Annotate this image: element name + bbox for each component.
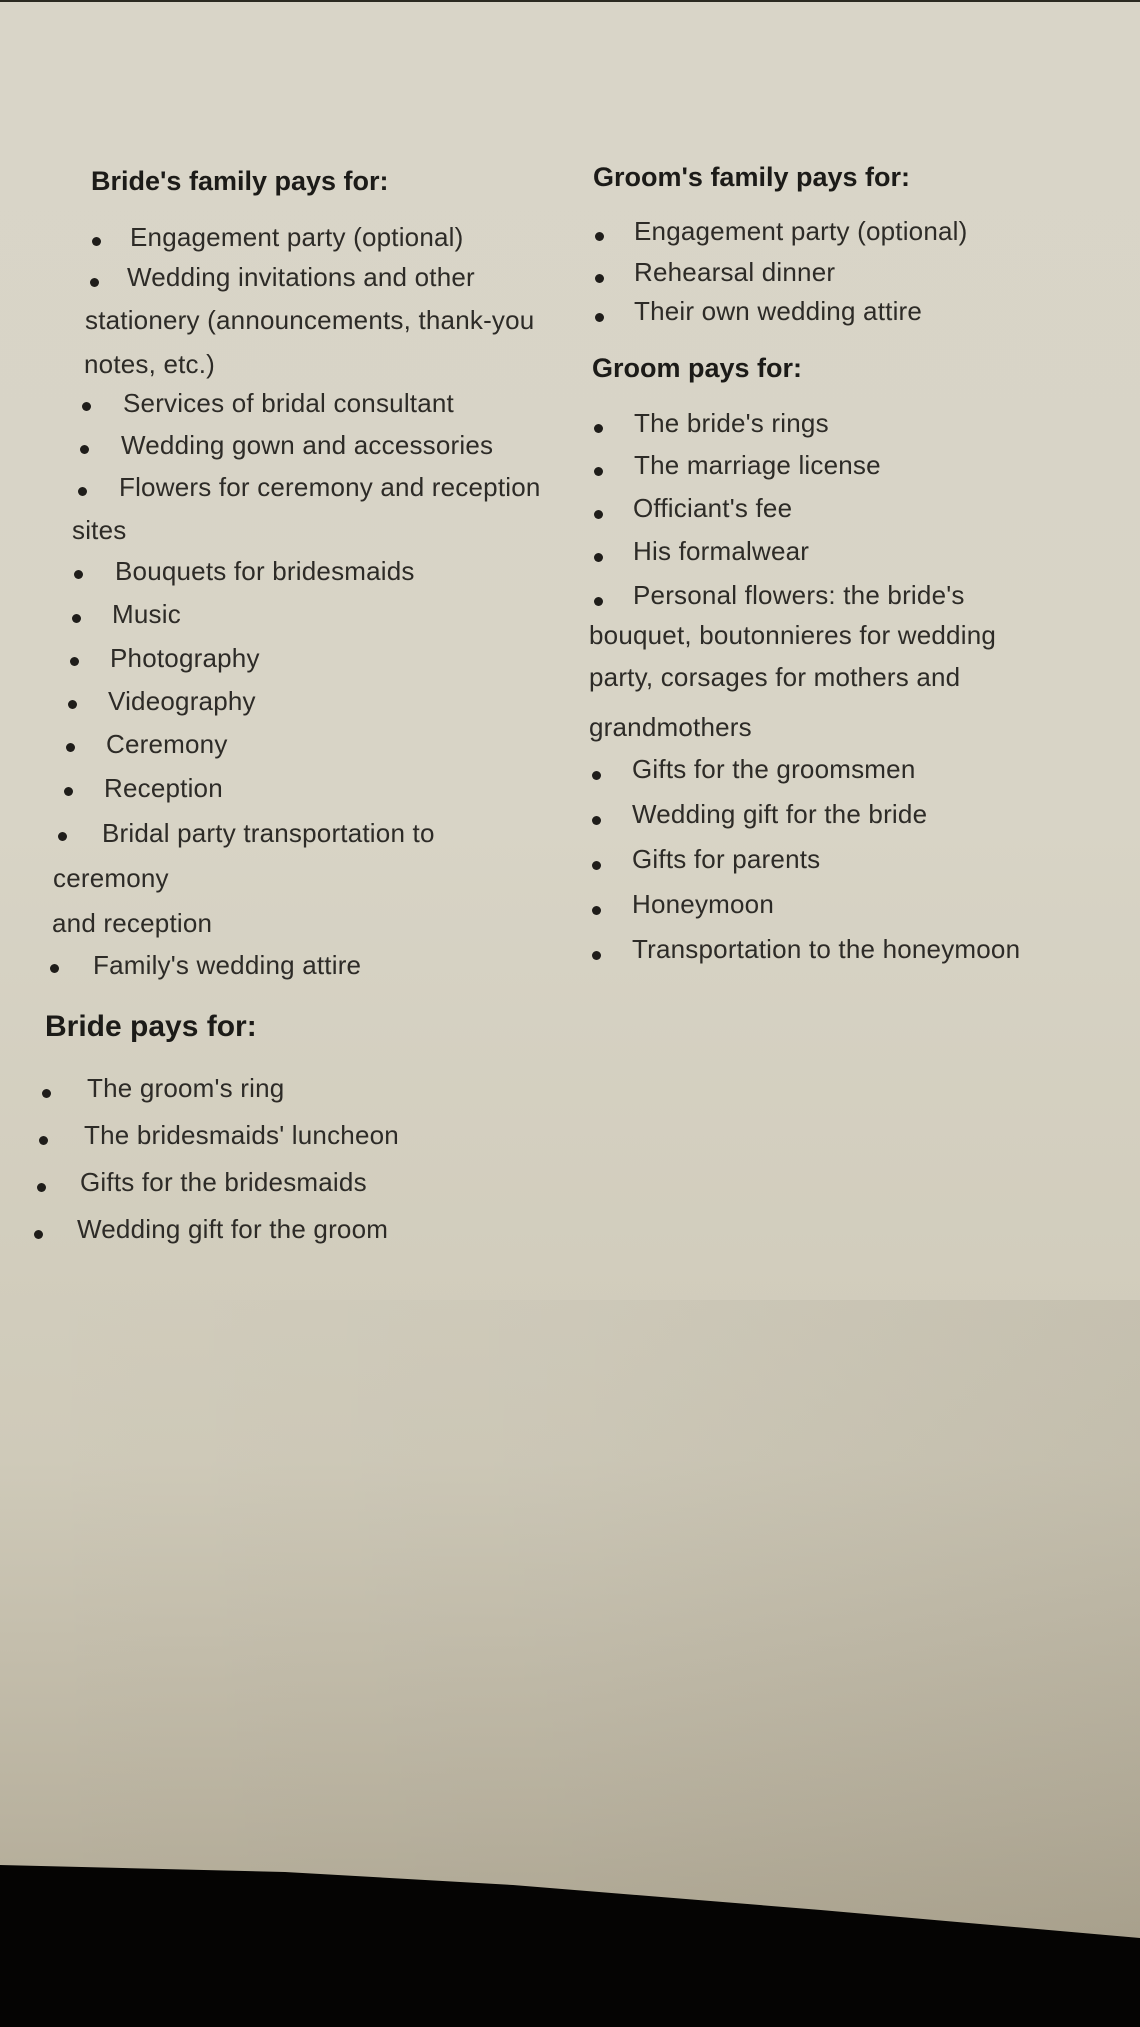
list-item-continuation: party, corsages for mothers and xyxy=(589,662,961,692)
bullet-icon xyxy=(595,313,604,322)
bullet-icon xyxy=(594,597,603,606)
list-item: Bridal party transportation to xyxy=(102,818,435,848)
list-item: Officiant's fee xyxy=(633,493,793,523)
bullet-icon xyxy=(66,743,75,752)
groom-heading: Groom pays for: xyxy=(592,353,803,383)
bullet-icon xyxy=(595,274,604,283)
list-item-continuation: and reception xyxy=(52,908,213,938)
list-item: Services of bridal consultant xyxy=(123,388,454,418)
list-item: Gifts for the bridesmaids xyxy=(80,1167,367,1197)
list-item: Videography xyxy=(108,686,256,716)
bullet-icon xyxy=(78,487,87,496)
list-item: Their own wedding attire xyxy=(634,296,923,326)
bride-heading: Bride pays for: xyxy=(45,1010,257,1043)
list-item: His formalwear xyxy=(633,536,810,566)
list-item: The bride's rings xyxy=(634,408,829,438)
list-item: The groom's ring xyxy=(87,1073,285,1103)
bullet-icon xyxy=(595,232,604,241)
list-item-continuation: bouquet, boutonnieres for wedding xyxy=(589,620,997,650)
bullet-icon xyxy=(594,553,603,562)
list-item: Honeymoon xyxy=(632,889,774,919)
bullet-icon xyxy=(592,906,601,915)
bullet-icon xyxy=(34,1230,43,1239)
list-item: Gifts for the groomsmen xyxy=(632,754,916,784)
list-item: Photography xyxy=(110,643,260,673)
list-item: Gifts for parents xyxy=(632,844,821,874)
list-item-continuation: notes, etc.) xyxy=(84,349,216,379)
list-item: Wedding gift for the groom xyxy=(77,1214,389,1244)
list-item: Transportation to the honeymoon xyxy=(632,934,1021,964)
bullet-icon xyxy=(39,1136,48,1145)
bullet-icon xyxy=(42,1089,51,1098)
bullet-icon xyxy=(37,1183,46,1192)
list-item-continuation: stationery (announcements, thank-you xyxy=(85,305,535,335)
list-item: Wedding gown and accessories xyxy=(121,430,494,460)
bullet-icon xyxy=(592,861,601,870)
list-item: Flowers for ceremony and reception xyxy=(119,472,541,502)
paper-shadow xyxy=(0,1300,1140,1940)
list-item: Family's wedding attire xyxy=(93,950,362,980)
bullet-icon xyxy=(594,467,603,476)
list-item: The bridesmaids' luncheon xyxy=(84,1120,399,1150)
grooms-family-heading: Groom's family pays for: xyxy=(593,162,910,192)
bullet-icon xyxy=(58,832,67,841)
list-item-continuation: ceremony xyxy=(53,863,169,893)
bullet-icon xyxy=(70,657,79,666)
bullet-icon xyxy=(68,700,77,709)
list-item: Wedding invitations and other xyxy=(127,262,475,292)
bullet-icon xyxy=(74,570,83,579)
list-item-continuation: sites xyxy=(72,515,127,545)
bullet-icon xyxy=(50,964,59,973)
list-item: The marriage license xyxy=(634,450,881,480)
list-item: Rehearsal dinner xyxy=(634,257,836,287)
bullet-icon xyxy=(592,771,601,780)
bullet-icon xyxy=(594,424,603,433)
bullet-icon xyxy=(92,237,101,246)
bullet-icon xyxy=(594,510,603,519)
list-item: Engagement party (optional) xyxy=(130,222,464,252)
bullet-icon xyxy=(72,614,81,623)
bullet-icon xyxy=(80,445,89,454)
brides-family-heading: Bride's family pays for: xyxy=(91,166,389,196)
bullet-icon xyxy=(82,402,91,411)
list-item: Ceremony xyxy=(106,729,228,759)
list-item: Reception xyxy=(104,773,223,803)
top-edge xyxy=(0,0,1140,2)
bullet-icon xyxy=(592,816,601,825)
list-item: Bouquets for bridesmaids xyxy=(115,556,415,586)
list-item: Wedding gift for the bride xyxy=(632,799,928,829)
list-item-continuation: grandmothers xyxy=(589,712,752,742)
list-item: Personal flowers: the bride's xyxy=(633,580,965,610)
bullet-icon xyxy=(64,787,73,796)
bullet-icon xyxy=(592,951,601,960)
list-item: Music xyxy=(112,599,181,629)
list-item: Engagement party (optional) xyxy=(634,216,968,246)
bullet-icon xyxy=(90,278,99,287)
